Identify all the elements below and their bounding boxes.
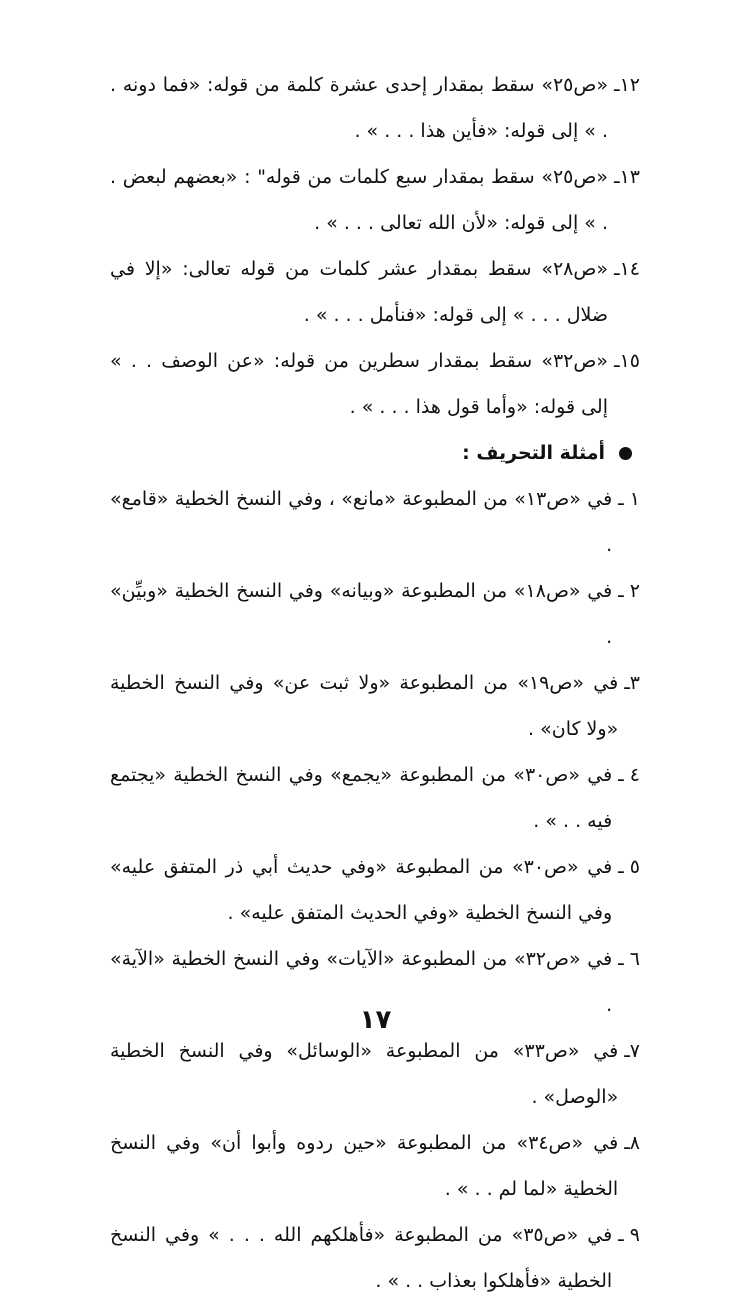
item-number: ٩ ـ: [618, 1224, 640, 1246]
item-number: ١٤ـ: [614, 258, 640, 280]
item-text: «ص٢٥» سقط بمقدار سبع كلمات من قوله" : «بعضهم لبعض . . » إلى قوله: «لأن الله تعالى . . . » .: [110, 166, 608, 234]
item-text: «ص٢٥» سقط بمقدار إحدى عشرة كلمة من قوله: «فما دونه . . » إلى قوله: «فأين هذا . . . » .: [110, 74, 608, 142]
item-text: في «ص٣٤» من المطبوعة «حين ردوه وأبوا أن» وفي النسخ الخطية «لما لم . . » .: [110, 1132, 619, 1200]
item-text: في «ص٣٠» من المطبوعة «يجمع» وفي النسخ الخطية «يجتمع فيه . . » .: [110, 764, 613, 832]
list-item: [110, 568, 640, 660]
item-text: «ص٢٨» سقط بمقدار عشر كلمات من قوله تعالى: «إلا في ضلال . . . » إلى قوله: «فنأمل . . . » .: [110, 258, 608, 326]
item-text: في «ص٣٠» من المطبوعة «وفي حديث أبي ذر المتفق عليه» وفي النسخ الخطية «وفي الحديث المتفق عليه» .: [110, 856, 613, 924]
item-text: في «ص١٣» من المطبوعة «مانع» ، وفي النسخ الخطية «قامع» .: [110, 488, 613, 556]
item-text: في «ص٣٣» من المطبوعة «الوسائل» وفي النسخ الخطية «الوصل» .: [110, 1040, 619, 1108]
list-item: [110, 154, 640, 246]
item-text: «ص٣٢» سقط بمقدار سطرين من قوله: «عن الوصف . . » إلى قوله: «وأما قول هذا . . . » .: [110, 350, 608, 418]
item-number: ٢ ـ: [618, 580, 640, 602]
item-text: في «ص٣٥» من المطبوعة «فأهلكهم الله . . . » وفي النسخ الخطية «فأهلكوا بعذاب . . » .: [110, 1224, 613, 1292]
item-text: في «ص١٩» من المطبوعة «ولا ثبت عن» وفي النسخ الخطية «ولا كان» .: [110, 672, 619, 740]
list-item: [110, 752, 640, 844]
item-text: في «ص٣٢» من المطبوعة «الآيات» وفي النسخ الخطية «الآية» .: [110, 948, 613, 1016]
item-number: ٨ـ: [624, 1132, 640, 1154]
item-number: ٤ ـ: [618, 764, 640, 786]
bullet-icon: [619, 447, 632, 460]
list-item: [110, 476, 640, 568]
list-item: [110, 1120, 640, 1212]
section-heading: [110, 430, 640, 476]
section-heading-text: أمثلة التحريف :: [462, 442, 605, 464]
list-item: [110, 62, 640, 154]
item-number: ١٥ـ: [614, 350, 640, 372]
item-number: ٧ـ: [624, 1040, 640, 1062]
page-body: [110, 62, 640, 1304]
list-item: [110, 246, 640, 338]
item-text: في «ص١٨» من المطبوعة «وبيانه» وفي النسخ الخطية «وبيِّن» .: [110, 580, 613, 648]
list-item: [110, 1212, 640, 1304]
item-number: ٣ـ: [624, 672, 640, 694]
list-item: [110, 844, 640, 936]
item-number: ٥ ـ: [618, 856, 640, 878]
item-number: ١ ـ: [618, 488, 640, 510]
item-number: ٦ ـ: [618, 948, 640, 970]
list-item: [110, 1028, 640, 1120]
item-number: ١٢ـ: [614, 74, 640, 96]
page-number: ١٧: [359, 1005, 392, 1035]
list-item: [110, 338, 640, 430]
item-number: ١٣ـ: [614, 166, 640, 188]
list-item: [110, 660, 640, 752]
